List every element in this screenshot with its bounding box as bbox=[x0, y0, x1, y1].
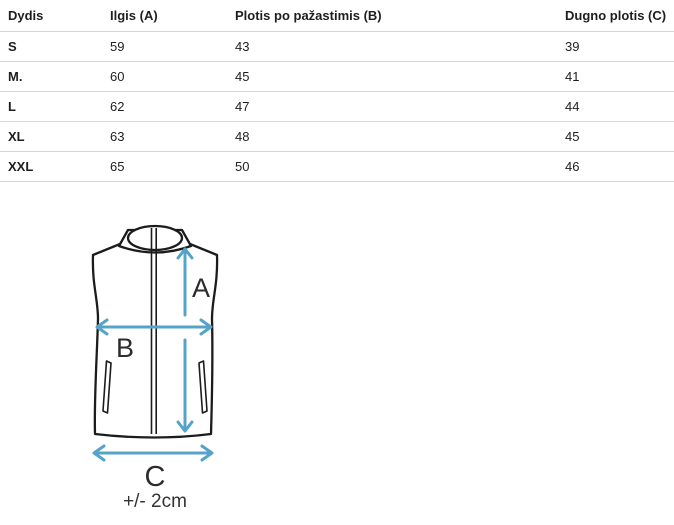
collar-opening-icon bbox=[128, 226, 182, 250]
column-header-size: Dydis bbox=[8, 8, 44, 23]
size-table bbox=[0, 0, 674, 182]
measurement-label-c: C bbox=[144, 461, 166, 493]
length-cell: 65 bbox=[110, 159, 125, 174]
measurement-label-b: B bbox=[116, 333, 135, 363]
vest-outline bbox=[93, 226, 217, 438]
tolerance-note: +/- 2cm bbox=[123, 491, 187, 512]
width-cell: 48 bbox=[235, 129, 250, 144]
width-cell: 50 bbox=[235, 159, 250, 174]
table-row bbox=[0, 122, 674, 152]
table-row bbox=[0, 152, 674, 182]
table-row bbox=[0, 92, 674, 122]
size-cell: L bbox=[8, 99, 16, 114]
length-cell: 63 bbox=[110, 129, 125, 144]
bottom-cell: 39 bbox=[565, 39, 580, 54]
bottom-cell: 41 bbox=[565, 69, 580, 84]
arrow-c-icon bbox=[94, 446, 212, 460]
size-cell: XXL bbox=[8, 159, 34, 174]
vest-measurement-diagram bbox=[0, 185, 674, 520]
size-cell: M. bbox=[8, 69, 23, 84]
column-header-width: Plotis po pažastimis (B) bbox=[235, 8, 382, 23]
column-header-length: Ilgis (A) bbox=[110, 8, 158, 23]
bottom-cell: 46 bbox=[565, 159, 580, 174]
width-cell: 45 bbox=[235, 69, 250, 84]
table-row bbox=[0, 32, 674, 62]
table-row bbox=[0, 62, 674, 92]
vest-diagram-svg bbox=[0, 185, 674, 520]
measurement-label-a: A bbox=[192, 273, 211, 303]
width-cell: 43 bbox=[235, 39, 250, 54]
column-header-bottom: Dugno plotis (C) bbox=[565, 8, 667, 23]
length-cell: 60 bbox=[110, 69, 125, 84]
size-cell: XL bbox=[8, 129, 25, 144]
size-cell: S bbox=[8, 39, 17, 54]
length-cell: 59 bbox=[110, 39, 125, 54]
table-header-row bbox=[0, 0, 674, 32]
bottom-cell: 45 bbox=[565, 129, 580, 144]
bottom-cell: 44 bbox=[565, 99, 580, 114]
width-cell: 47 bbox=[235, 99, 250, 114]
length-cell: 62 bbox=[110, 99, 125, 114]
